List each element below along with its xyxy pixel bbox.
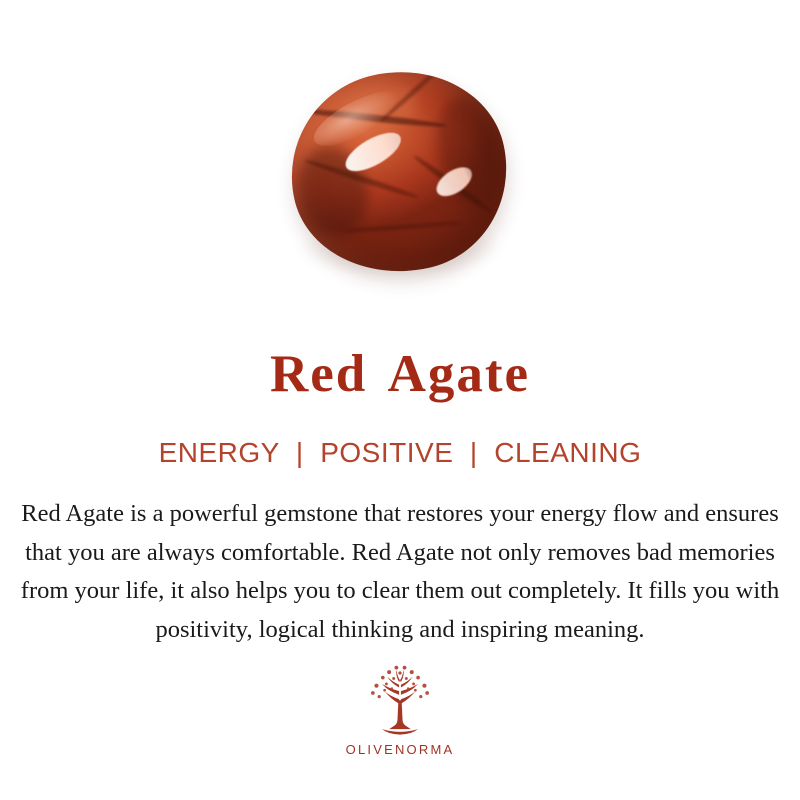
tree-of-life-icon xyxy=(354,664,446,740)
product-keywords: ENERGY | POSITIVE | CLEANING xyxy=(158,437,642,468)
page-title: Red Agate xyxy=(269,345,531,403)
red-agate-stone-image xyxy=(283,68,518,288)
brand-name: OLIVENORMA xyxy=(345,741,455,757)
brand-logo xyxy=(346,664,455,757)
product-description: Red Agate is a powerful gemstone that restores your energy flow and ensures that you are always comfortable. Red Agate not only removes bad memories from your life, it also helps you to clear them out completely. It fills you with positivity, logical thinking and inspiring meaning. xyxy=(20,500,780,644)
stone-image-area xyxy=(0,0,800,330)
